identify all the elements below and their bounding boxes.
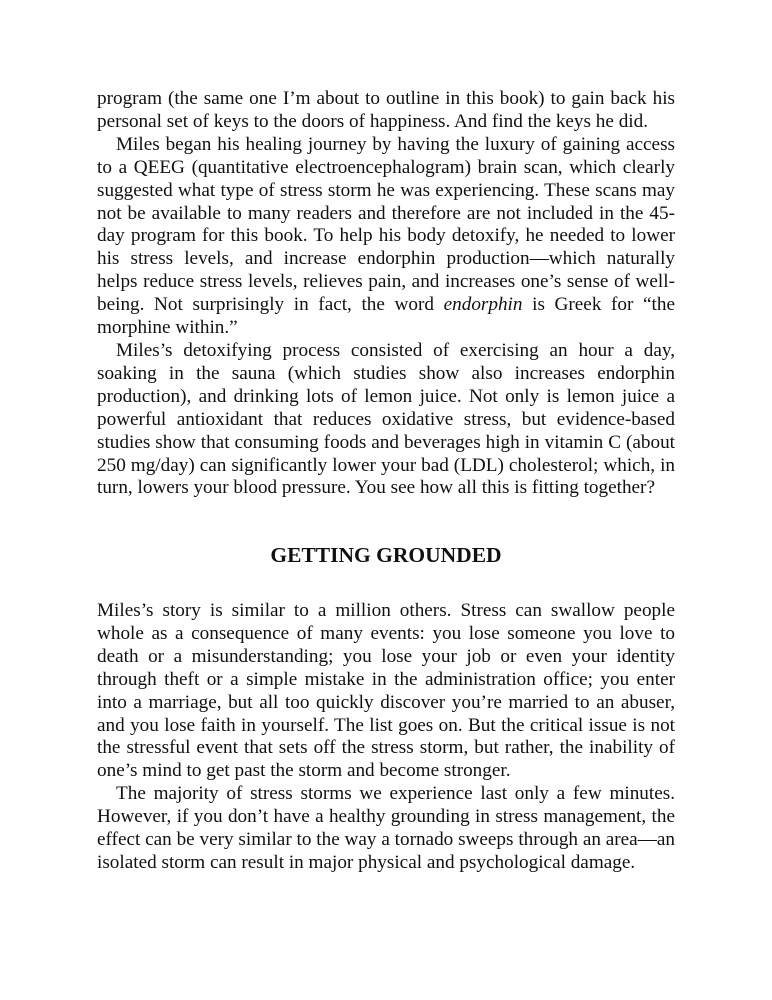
paragraph-miles-story: Miles’s story is similar to a million others. Stress can swallow people whole as a consequence of many events: you lose someone you love to death or a misunderstanding; you lose your job or even your identity through theft or a simple mistake in the administration office; you enter into a marriage, but all too quickly discover you’re married to an abuser, and you lose faith in yourself. The list goes on. But the critical issue is not the stressful event that sets off the stress storm, but rather, the inability of one’s mind to get past the storm and become stronger. [97,600,675,782]
paragraph-healing-journey [97,134,675,340]
paragraph-detox-process: Miles’s detoxifying process consisted of exercising an hour a day, soaking in the sauna (which studies show also increases endorphin production), and drinking lots of lemon juice. Not only is lemon juice a powerful antioxidant that reduces oxidative stress, but evidence-based studies show that consuming foods and beverages high in vitamin C (about 250 mg/day) can significantly lower your bad (LDL) cholesterol; which, in turn, lowers your blood pressure. You see how all this is fitting together? [97,339,675,499]
paragraph-stress-storms: The majority of stress storms we experience last only a few minutes. However, if you don’t have a healthy grounding in stress management, the effect can be very similar to the way a tornado sweeps through an area—an isolated storm can result in major physical and psychological damage. [97,783,675,873]
paragraph-text: Miles began his healing journey by having the luxury of gaining access to a QEEG (quantitative electroencephalogram) brain scan, which clearly suggested what type of stress storm he was experiencing. These scans may not be available to many readers and therefore are not included in the 45-day program for this book. To help his body detoxify, he needed to lower his stress levels, and increase endorphin production—which naturally helps reduce stress levels, relieves pain, and increases one’s sense of well-being. Not surprisingly in fact, the word [97,133,675,316]
paragraph-continued: program (the same one I’m about to outline in this book) to gain back his personal set of keys to the doors of happiness. And find the keys he did. [97,88,675,132]
section-getting-grounded [97,600,675,875]
italic-term: endorphin [443,294,523,316]
section-intro [97,88,675,500]
paragraph-text: is Greek for “the morphine within.” [97,294,675,339]
section-heading: GETTING GROUNDED [270,543,502,567]
section-heading-wrap [97,542,675,568]
